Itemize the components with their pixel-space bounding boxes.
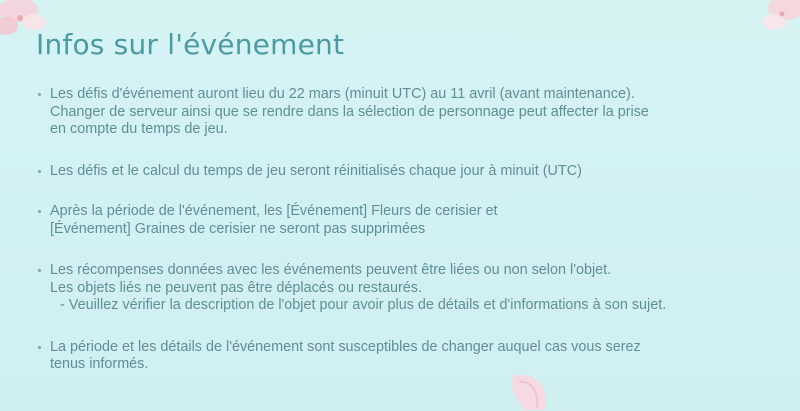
item-line: Les récompenses données avec les événements peuvent être liées ou non selon l'objet. bbox=[50, 262, 612, 278]
bullet-icon bbox=[38, 93, 41, 96]
list-item bbox=[36, 203, 776, 238]
list-item bbox=[36, 163, 776, 181]
bullet-icon bbox=[38, 170, 41, 173]
event-info-list bbox=[36, 86, 776, 374]
page-title: Infos sur l'événement bbox=[36, 28, 345, 61]
list-item bbox=[36, 86, 776, 139]
item-line: Après la période de l'événement, les [Événement] Fleurs de cerisier et bbox=[50, 203, 498, 219]
bullet-icon bbox=[38, 210, 41, 213]
bullet-icon bbox=[38, 346, 41, 349]
item-line: Les défis et le calcul du temps de jeu seront réinitialisés chaque jour à minuit (UTC) bbox=[50, 162, 582, 179]
bullet-icon bbox=[38, 269, 41, 272]
cherry-blossom-top-right-icon bbox=[752, 0, 800, 36]
item-subline: - Veuillez vérifier la description de l'objet pour avoir plus de détails et d'informations à son sujet. bbox=[60, 297, 667, 313]
list-item bbox=[36, 262, 776, 315]
item-line: tenus informés. bbox=[50, 356, 149, 372]
list-item bbox=[36, 339, 776, 374]
item-line: Changer de serveur ainsi que se rendre dans la sélection de personnage peut affecter la prise bbox=[50, 103, 649, 120]
item-line: en compte du temps de jeu. bbox=[50, 121, 228, 137]
item-line: La période et les détails de l'événement sont susceptibles de changer auquel cas vous serez bbox=[50, 338, 641, 355]
item-line: [Événement] Graines de cerisier ne seront pas supprimées bbox=[50, 220, 426, 237]
item-line: Les objets liés ne peuvent pas être déplacés ou restaurés. bbox=[50, 279, 422, 296]
item-line: Les défis d'événement auront lieu du 22 mars (minuit UTC) au 11 avril (avant maintenance). bbox=[50, 86, 635, 102]
cherry-petal-bottom-icon bbox=[505, 372, 557, 411]
